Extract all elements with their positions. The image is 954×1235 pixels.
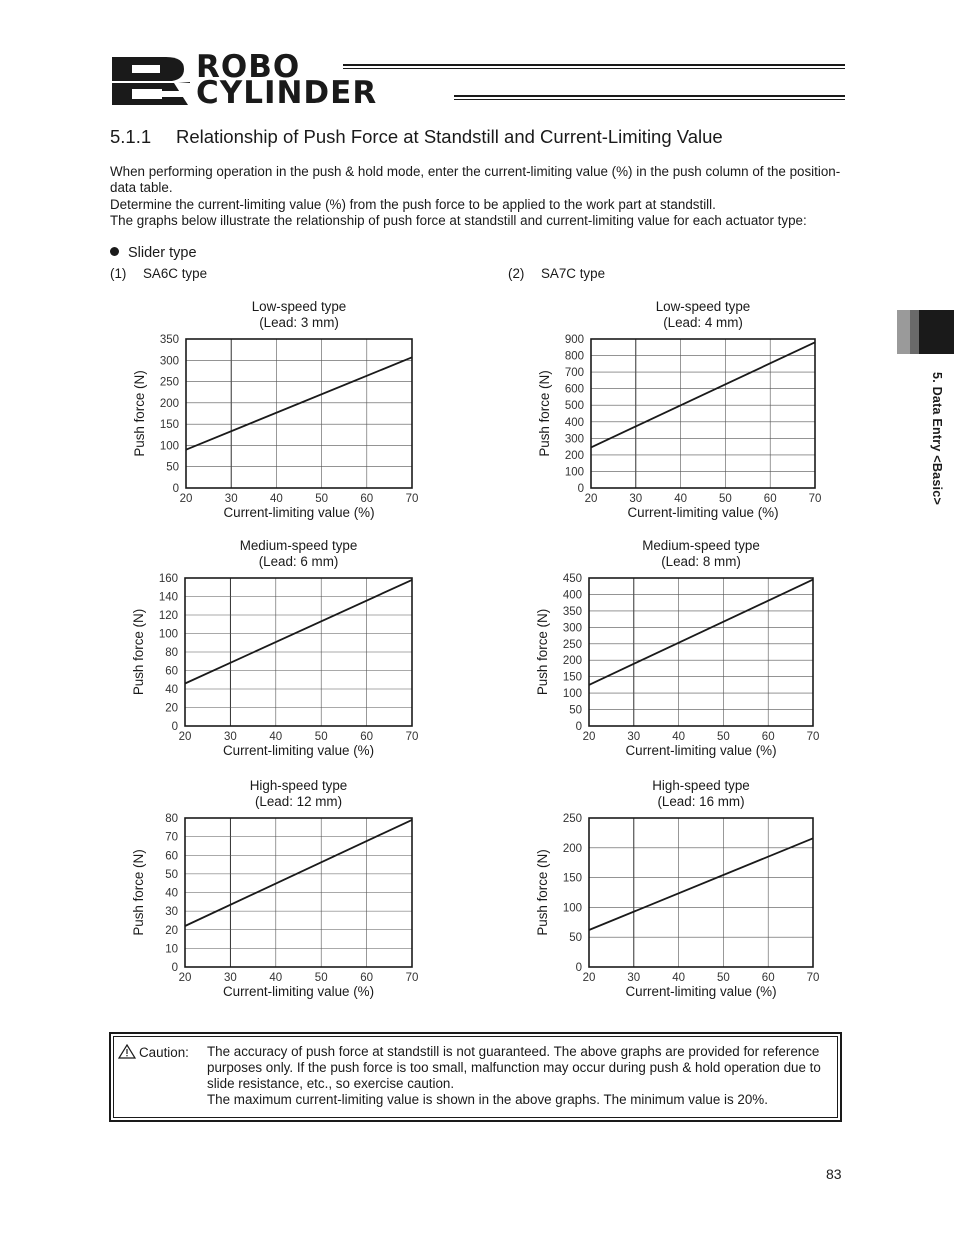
page-number: 83 (826, 1166, 842, 1182)
caution-body (207, 1044, 829, 1108)
x-tick-label: 60 (761, 972, 775, 984)
x-axis-label: Current-limiting value (%) (222, 984, 375, 999)
x-tick-label: 60 (360, 731, 373, 743)
section-title: Relationship of Push Force at Standstill and Current-Limiting Value (176, 126, 723, 147)
x-tick-label: 30 (224, 972, 237, 984)
y-tick-label: 20 (165, 702, 178, 715)
x-tick-label: 40 (269, 731, 283, 743)
caution-heading (118, 1044, 189, 1060)
y-tick-label: 300 (564, 433, 584, 446)
y-tick-label: 250 (562, 813, 582, 825)
y-tick-label: 100 (158, 628, 178, 641)
y-tick-label: 800 (564, 350, 584, 363)
y-tick-label: 20 (165, 924, 178, 937)
intro-paragraph-2: Determine the current-limiting value (%) from the push force to be applied to the work part at standstill. (110, 197, 716, 212)
y-tick-label: 0 (172, 483, 179, 495)
y-axis-label: Push force (N) (535, 608, 550, 696)
y-tick-label: 40 (165, 684, 178, 696)
section-tab-marker-dark (919, 310, 954, 354)
chart-subtitle: (Lead: 4 mm) (663, 315, 743, 330)
y-tick-label: 700 (564, 367, 584, 380)
x-tick-label: 70 (806, 972, 820, 984)
y-tick-label: 0 (575, 962, 582, 974)
y-tick-label: 350 (159, 334, 179, 346)
y-tick-label: 60 (165, 850, 178, 863)
x-tick-label: 40 (270, 493, 283, 505)
y-tick-label: 450 (562, 573, 582, 585)
y-tick-label: 250 (562, 638, 582, 651)
y-axis-label: Push force (N) (131, 849, 146, 936)
y-tick-label: 0 (575, 721, 582, 733)
x-tick-label: 70 (405, 493, 419, 505)
x-tick-label: 50 (717, 731, 730, 743)
side-tab-label: 5. Data Entry <Basic> (930, 372, 944, 506)
x-tick-label: 50 (719, 493, 732, 505)
x-tick-label: 40 (672, 731, 685, 743)
x-tick-label: 60 (360, 493, 374, 505)
caution-label: Caution: (139, 1045, 189, 1060)
y-tick-label: 160 (158, 573, 178, 585)
x-tick-label: 60 (360, 972, 373, 984)
y-tick-label: 100 (562, 688, 582, 701)
y-tick-label: 140 (158, 591, 178, 604)
x-tick-label: 50 (315, 493, 328, 505)
y-tick-label: 400 (564, 416, 584, 429)
y-tick-label: 200 (562, 655, 582, 668)
x-tick-label: 50 (717, 972, 730, 984)
caution-line-1: The accuracy of push force at standstill is not guaranteed. The above graphs are provided for reference purposes only. If the push force is too small, malfunction may occur during push & hold operation due to slide resistance, etc., so exercise caution. (207, 1044, 821, 1091)
x-tick-label: 30 (627, 731, 641, 743)
y-tick-label: 300 (562, 622, 582, 635)
y-tick-label: 10 (165, 943, 178, 956)
y-tick-label: 400 (562, 589, 582, 602)
x-tick-label: 60 (761, 731, 775, 743)
x-tick-label: 20 (584, 493, 598, 505)
warning-triangle-icon (118, 1044, 136, 1059)
y-tick-label: 600 (564, 383, 584, 396)
column-number: (2) (508, 266, 525, 281)
y-tick-label: 0 (171, 962, 178, 974)
y-tick-label: 120 (158, 610, 178, 622)
x-tick-label: 20 (178, 731, 192, 743)
plot-frame (186, 339, 412, 488)
logo-text-robo: ROBO (196, 49, 301, 85)
x-tick-label: 30 (627, 972, 641, 984)
plot-frame (589, 578, 813, 726)
y-tick-label: 500 (564, 400, 584, 413)
y-tick-label: 150 (562, 671, 582, 684)
x-tick-label: 60 (763, 493, 777, 505)
x-tick-label: 70 (405, 731, 419, 743)
x-tick-label: 20 (582, 972, 596, 984)
y-tick-label: 80 (165, 813, 178, 825)
plot-frame (589, 818, 813, 967)
section-number: 5.1.1 (110, 126, 152, 147)
x-tick-label: 70 (405, 972, 419, 984)
section-tab-marker-mid (910, 310, 919, 354)
y-tick-label: 150 (159, 419, 179, 432)
series-line (185, 820, 412, 926)
x-tick-label: 40 (269, 972, 283, 984)
y-tick-label: 60 (165, 665, 178, 678)
y-tick-label: 50 (165, 868, 178, 881)
series-line (185, 580, 412, 684)
chart-subtitle: (Lead: 12 mm) (254, 794, 343, 809)
plot-frame (591, 339, 815, 488)
y-axis-label: Push force (N) (132, 370, 147, 457)
y-tick-label: 40 (165, 887, 178, 900)
x-tick-label: 70 (806, 731, 820, 743)
y-axis-label: Push force (N) (535, 849, 550, 936)
x-tick-label: 30 (224, 493, 238, 505)
y-tick-label: 150 (562, 872, 582, 885)
y-tick-label: 50 (569, 704, 582, 717)
bullet-label: Slider type (128, 245, 197, 261)
column-number: (1) (110, 266, 127, 281)
x-tick-label: 20 (582, 731, 596, 743)
series-line (186, 357, 412, 449)
chart-title: High-speed type (249, 778, 348, 793)
y-tick-label: 350 (562, 605, 582, 618)
x-tick-label: 40 (672, 972, 685, 984)
chart-title: Low-speed type (655, 299, 751, 314)
y-tick-label: 80 (165, 647, 178, 659)
y-axis-label: Push force (N) (537, 370, 552, 457)
x-tick-label: 20 (179, 493, 193, 505)
y-tick-label: 100 (564, 466, 584, 479)
series-line (589, 580, 813, 685)
y-tick-label: 100 (159, 440, 179, 453)
intro-paragraph-3: The graphs below illustrate the relationship of push force at standstill and current-limiting value for each actuator type: (110, 213, 807, 228)
y-tick-label: 200 (159, 397, 179, 410)
y-tick-label: 0 (171, 721, 178, 733)
x-tick-label: 70 (808, 493, 822, 505)
chart-subtitle: (Lead: 6 mm) (258, 554, 339, 569)
chart-subtitle: (Lead: 3 mm) (259, 315, 339, 330)
x-axis-label: Current-limiting value (%) (627, 505, 779, 520)
caution-line-2: The maximum current-limiting value is shown in the above graphs. The minimum value is 20%. (207, 1092, 768, 1107)
x-axis-label: Current-limiting value (%) (222, 743, 375, 758)
logo-text-cylinder: CYLINDER (196, 75, 378, 111)
y-tick-label: 300 (159, 355, 179, 368)
y-tick-label: 50 (166, 461, 179, 474)
chart-title: High-speed type (652, 778, 750, 793)
y-tick-label: 250 (159, 376, 179, 389)
y-tick-label: 30 (165, 906, 178, 919)
series-line (589, 838, 813, 930)
chart-subtitle: (Lead: 16 mm) (657, 794, 745, 809)
x-tick-label: 50 (314, 972, 328, 984)
x-axis-label: Current-limiting value (%) (223, 505, 375, 520)
y-tick-label: 200 (564, 449, 584, 462)
chart-title: Medium-speed type (642, 538, 760, 553)
y-tick-label: 70 (165, 831, 178, 844)
y-tick-label: 100 (562, 902, 582, 915)
intro-paragraph-1: When performing operation in the push & hold mode, enter the current-limiting value (%) in the push column of the position-data table. (110, 164, 841, 196)
column-label: SA7C type (541, 266, 606, 281)
chart-title: Medium-speed type (239, 538, 358, 553)
column-label: SA6C type (143, 266, 208, 281)
x-tick-label: 30 (224, 731, 237, 743)
x-tick-label: 30 (629, 493, 643, 505)
x-tick-label: 50 (314, 731, 328, 743)
y-tick-label: 200 (562, 842, 582, 855)
y-tick-label: 50 (569, 932, 582, 945)
series-line (591, 342, 815, 447)
y-tick-label: 900 (564, 334, 584, 346)
x-axis-label: Current-limiting value (%) (625, 743, 777, 758)
x-axis-label: Current-limiting value (%) (625, 984, 777, 999)
y-axis-label: Push force (N) (131, 608, 146, 696)
x-tick-label: 40 (674, 493, 687, 505)
y-tick-label: 0 (577, 483, 584, 495)
chart-title: Low-speed type (251, 299, 347, 314)
x-tick-label: 20 (178, 972, 192, 984)
chart-subtitle: (Lead: 8 mm) (661, 554, 741, 569)
